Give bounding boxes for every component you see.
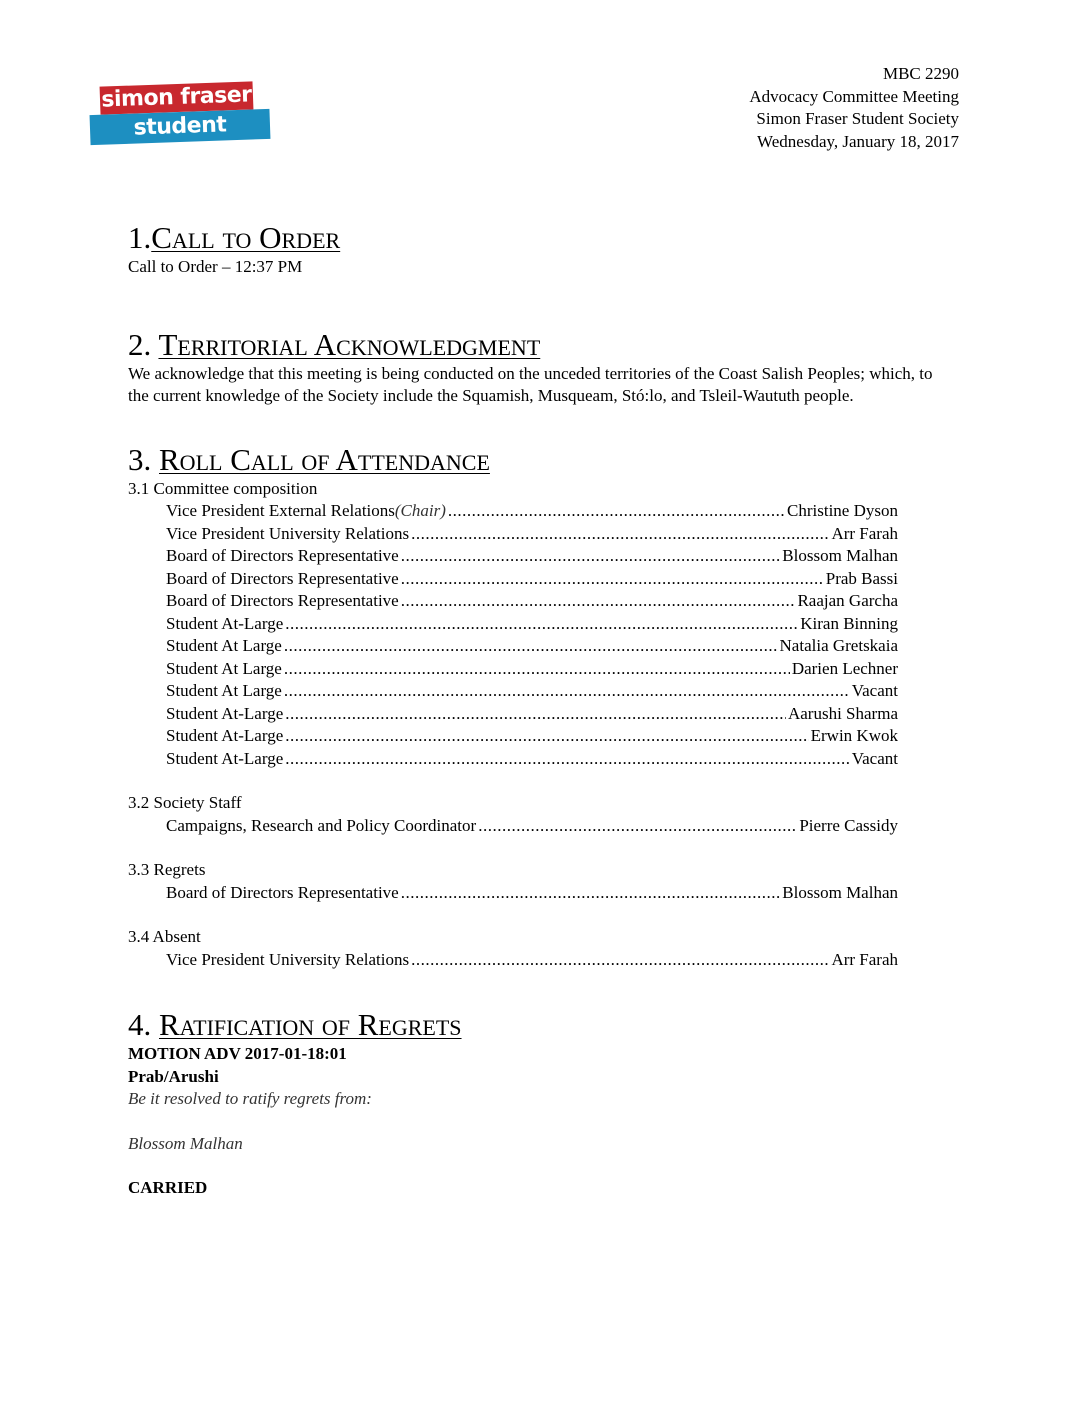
attendance-row: Board of Directors Representative ..... Prab Bassi <box>128 568 898 591</box>
motion-person: Blossom Malhan <box>128 1133 243 1153</box>
document-body <box>128 220 933 1200</box>
attendance-row: Board of Directors Representative ..... Raajan Garcha <box>128 590 898 613</box>
header-line: Wednesday, January 18, 2017 <box>757 131 959 151</box>
logo-line-1: simon fraser <box>100 81 254 114</box>
call-to-order-text: Call to Order – 12:37 PM <box>128 257 303 276</box>
attendance-row: Vice President University Relations ..... Arr Farah <box>128 523 898 546</box>
attendance-row: Vice President External Relations (Chair) ..... Christine Dyson <box>128 500 898 523</box>
section-heading-territorial-acknowledgment: 2. Territorial Acknowledgment <box>128 326 541 362</box>
section-heading-roll-call: 3. Roll Call of Attendance <box>128 441 490 477</box>
attendance-row: Student At Large ..... Natalia Gretskaia <box>128 635 898 658</box>
territorial-acknowledgment-text: We acknowledge that this meeting is being conducted on the unceded territories of the Coast Salish Peoples; which, to the current knowledge of the Society include the Squamish, Musqueam, Stó:lo, and Tsleil-Waututh people. <box>128 363 933 405</box>
attendance-row: Student At-Large ..... Erwin Kwok <box>128 725 898 748</box>
section-heading-call-to-order: 1.Call to Order <box>128 220 341 255</box>
motion-movers: Prab/Arushi <box>128 1066 219 1086</box>
motion-resolution: Be it resolved to ratify regrets from: <box>128 1089 372 1108</box>
motion-result: CARRIED <box>128 1178 208 1197</box>
document-header <box>749 63 959 153</box>
attendance-row: Student At Large ..... Vacant <box>128 680 898 703</box>
subsection-society-staff: 3.2 Society Staff <box>128 793 242 812</box>
header-line: Simon Fraser Student Society <box>756 109 959 128</box>
header-line: Advocacy Committee Meeting <box>749 86 959 106</box>
attendance-row: Board of Directors Representative ..... Blossom Malhan <box>128 545 898 568</box>
subsection-regrets: 3.3 Regrets <box>128 860 206 879</box>
regrets-row: Board of Directors Representative ..... Blossom Malhan <box>128 882 898 905</box>
attendance-row: Student At-Large ..... Kiran Binning <box>128 613 898 636</box>
sfss-logo <box>90 82 272 171</box>
subsection-committee-composition: 3.1 Committee composition <box>128 478 318 498</box>
attendance-row: Student At-Large ..... Aarushi Sharma <box>128 703 898 726</box>
attendance-row: Student At Large ..... Darien Lechner <box>128 658 898 681</box>
composition-list <box>128 500 898 770</box>
header-line: MBC 2290 <box>882 64 959 83</box>
absent-row: Vice President University Relations ..... Arr Farah <box>128 949 898 972</box>
staff-row: Campaigns, Research and Policy Coordinator ..... Pierre Cassidy <box>128 815 898 838</box>
attendance-row: Student At-Large ..... Vacant <box>128 748 898 771</box>
subsection-absent: 3.4 Absent <box>128 927 201 946</box>
logo-line-2: student society <box>90 109 271 145</box>
section-heading-ratification-of-regrets: 4. Ratification of Regrets <box>128 1007 462 1042</box>
motion-number: MOTION ADV 2017-01-18:01 <box>128 1044 347 1063</box>
